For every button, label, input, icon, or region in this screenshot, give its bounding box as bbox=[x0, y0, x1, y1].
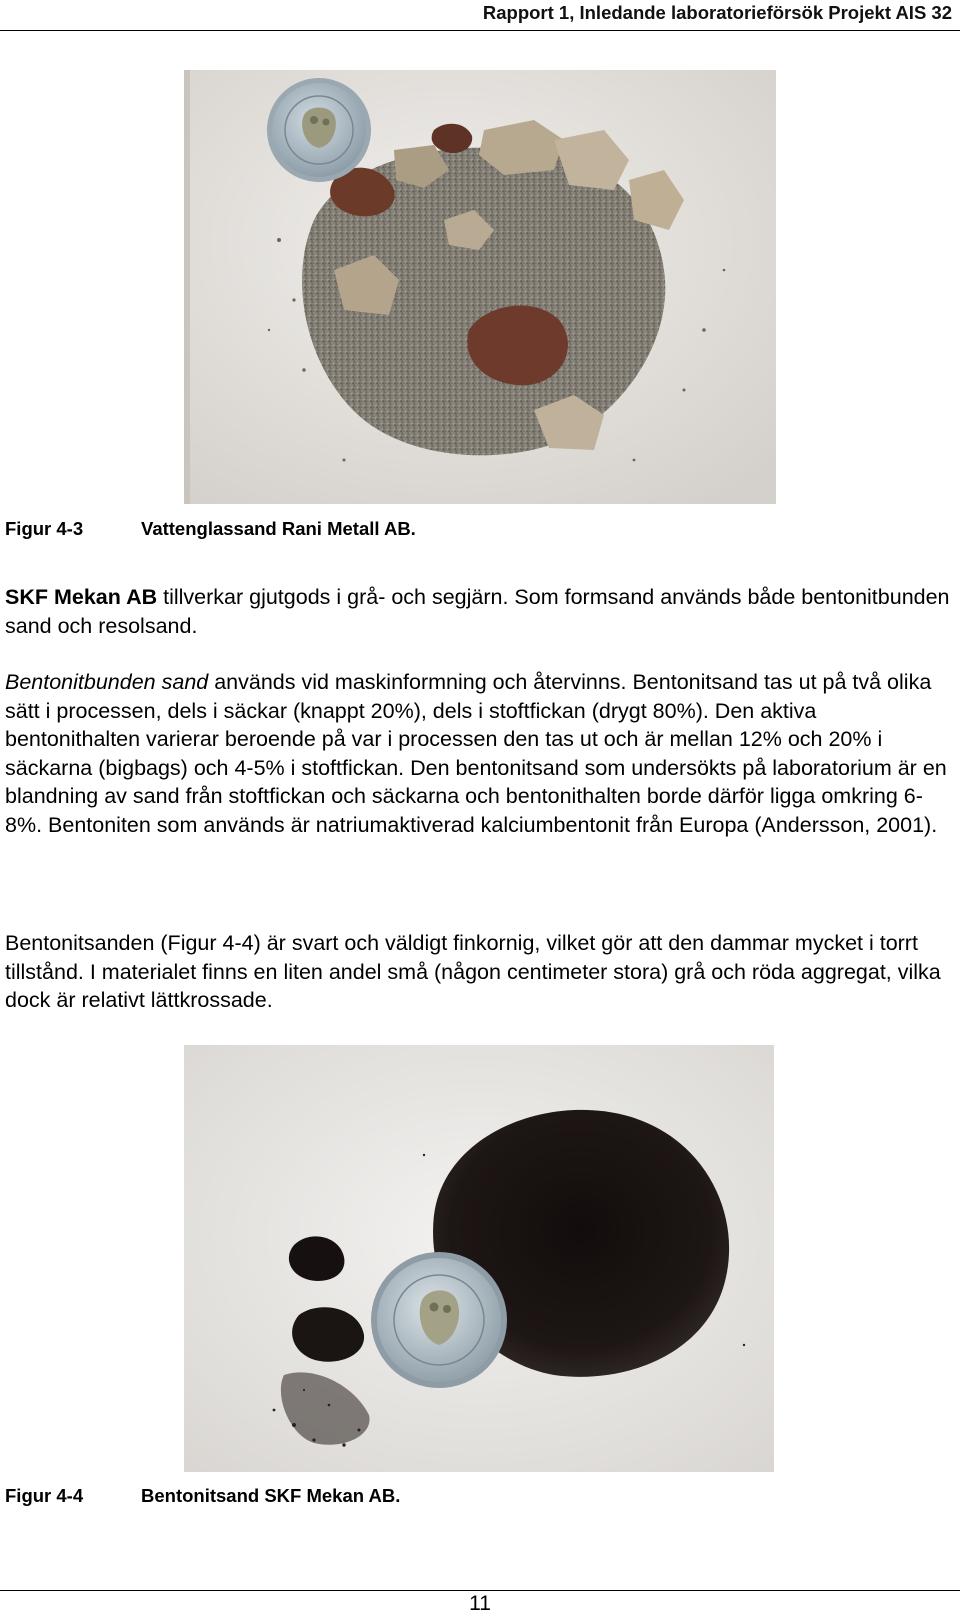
figure-4-3-caption-text: Vattenglassand Rani Metall AB. bbox=[141, 518, 416, 539]
term-bentonitbunden-sand: Bentonitbunden sand bbox=[5, 670, 209, 694]
company-name: SKF Mekan AB bbox=[5, 585, 158, 609]
paragraph-bentonite-description: Bentonitsanden (Figur 4-4) är svart och väldigt finkornig, vilket gör att den dammar mycket i torrt tillstånd. I materialet finns en liten andel små (någon centimeter stora) grå och röda aggregat, vilka dock är relativt lättkrossade. bbox=[5, 931, 941, 1012]
paragraph-bentonite-sand bbox=[5, 668, 955, 839]
figure-4-4-caption bbox=[5, 1485, 400, 1507]
figure-4-3-caption bbox=[5, 518, 416, 540]
figure-4-3-photo bbox=[184, 70, 776, 504]
figure-4-4-number: Figur 4-4 bbox=[5, 1485, 84, 1506]
header-divider bbox=[0, 30, 960, 31]
figure-4-4-photo bbox=[184, 1045, 774, 1472]
paragraph-bentonite-sand-text: används vid maskinformning och återvinns. Bentonitsand tas ut på två olika sätt i processen, dels i säckar (knappt 20%), dels i stoftfickan (drygt 80%). Den aktiva bentonithalten varierar beroende på var i processen den tas ut och är mellan 12% och 20% i säckarna (bigbags) och 4-5% i stoftfickan. Den bentonitsand som undersökts på laboratorium är en blandning av sand från stoftfickan och säckarna och bentonithalten borde därför ligga omkring 6-8%. Bentoniten som används är natriumaktiverad kalciumbentonit från Europa (Andersson, 2001). bbox=[5, 670, 947, 837]
footer-divider bbox=[0, 1590, 960, 1591]
paragraph-skf-intro bbox=[5, 583, 955, 640]
figure-4-4-caption-text: Bentonitsand SKF Mekan AB. bbox=[141, 1485, 401, 1506]
figure-4-3-number: Figur 4-3 bbox=[5, 518, 84, 539]
page-header: Rapport 1, Inledande laboratorieförsök Projekt AIS 32 bbox=[482, 2, 952, 23]
page-number: 11 bbox=[469, 1592, 491, 1615]
paragraph-skf-intro-text: tillverkar gjutgods i grå- och segjärn. Som formsand används både bentonitbunden sand och resolsand. bbox=[5, 585, 950, 638]
